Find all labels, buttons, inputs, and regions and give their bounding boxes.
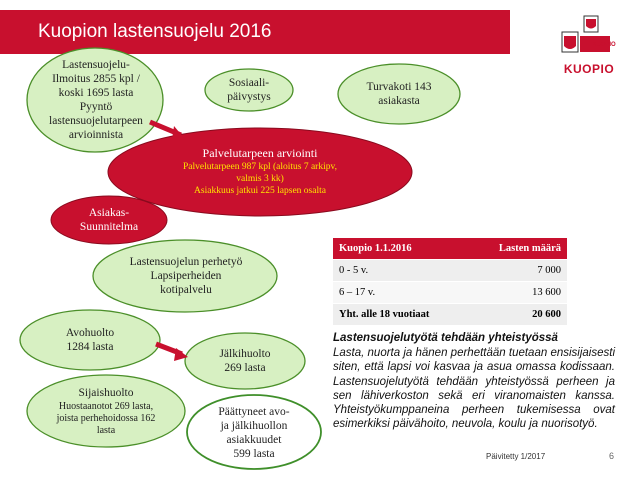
sosiaali-node [209,74,289,106]
asiakas-line: Asiakas- [88,207,130,219]
sijaishuolto-node [34,384,178,438]
table-cell: 13 600 [469,282,567,304]
avohuolto-line: Avohuolto [65,327,115,339]
paattyneet-line: Päättyneet avo- [218,406,290,418]
table-header-cell: Lasten määrä [469,238,567,260]
ilmoitus-line: Pyyntö [79,101,113,113]
paattyneet-node [198,405,310,461]
arviointi-title: Palvelutarpeen arviointi [202,145,318,160]
asiakas-node [62,202,156,238]
logo-mini-text: KUOPIO [592,42,616,48]
info-textbox [333,331,615,431]
jalkihuolto-line: 269 lasta [224,362,266,374]
arviointi-detail: Asiakkuus jatkui 225 lapsen osalta [194,185,326,196]
table-row [333,260,567,282]
page-title: Kuopion lastensuojelu 2016 [38,21,272,42]
asiakas-line: Suunnitelma [79,221,139,233]
logo-wordmark: KUOPIO [563,62,615,76]
arviointi-node [140,135,380,207]
avohuolto-node [40,324,140,356]
table-cell: 0 - 5 v. [333,260,469,282]
page-number: 6 [609,451,615,461]
turvakoti-line: Turvakoti 143 [366,81,432,93]
perhetyo-node [110,253,262,299]
arviointi-detail: valmis 3 kk) [236,173,284,184]
info-body: Lasta, nuorta ja hänen perhettään tuetaan ensisijaisesti siten, että lapsi voi kasvaa ja asua omassa kodissaan. Lastensuojelutyötä tehdään yhteistyössä perheen ja sen lähiverkoston sekä eri viranomaisten kanssa. Yhteistyökumppaneina perheen tukemisessa ovat esimerkiksi päivähoito, neuvola, koulu ja nuorisotyö. [333,347,615,431]
paattyneet-line: ja jälkihuollon [220,420,288,432]
paattyneet-line: 599 lasta [233,448,275,460]
table-cell: 6 – 17 v. [333,282,469,304]
jalkihuolto-line: Jälkihuolto [219,348,271,360]
turvakoti-line: asiakasta [378,95,420,107]
table-row [333,282,567,304]
ilmoitus-line: Ilmoitus 2855 kpl / [52,73,140,85]
jalkihuolto-node [200,345,290,377]
sijaishuolto-detail: joista perhehoidossa 162 [56,412,156,424]
sosiaali-line: päivystys [227,91,271,103]
perhetyo-line: Lapsiperheiden [150,270,222,282]
avohuolto-line: 1284 lasta [66,341,114,353]
ilmoitus-node [32,60,160,140]
sosiaali-line: Sosiaali- [228,77,270,89]
table-header-row [333,238,567,260]
table-cell: 7 000 [469,260,567,282]
table-row-total [333,304,567,326]
updated-label: Päivitetty 1/2017 [486,452,546,461]
table-cell: 20 600 [469,304,567,326]
ilmoitus-line: lastensuojelutarpeen [49,115,143,127]
ilmoitus-line: koski 1695 lasta [58,87,134,99]
arviointi-detail: Palvelutarpeen 987 kpl (aloitus 7 arkipv, [183,161,337,172]
sijaishuolto-detail: Huostaanotot 269 lasta, [58,400,154,412]
turvakoti-node [344,78,454,110]
table-cell: Yht. alle 18 vuotiaat [333,304,469,326]
sijaishuolto-detail: lasta [96,424,116,436]
children-count-table [333,238,567,326]
perhetyo-line: Lastensuojelun perhetyö [129,256,243,268]
sijaishuolto-title: Sijaishuolto [78,386,134,399]
ilmoitus-line: Lastensuojelu- [62,59,130,71]
perhetyo-line: kotipalvelu [160,284,212,296]
table-header-cell: Kuopio 1.1.2016 [333,238,469,260]
ilmoitus-line: arvioinnista [68,129,124,141]
info-heading: Lastensuojelutyötä tehdään yhteistyössä [333,332,558,344]
paattyneet-line: asiakkuudet [226,434,282,446]
